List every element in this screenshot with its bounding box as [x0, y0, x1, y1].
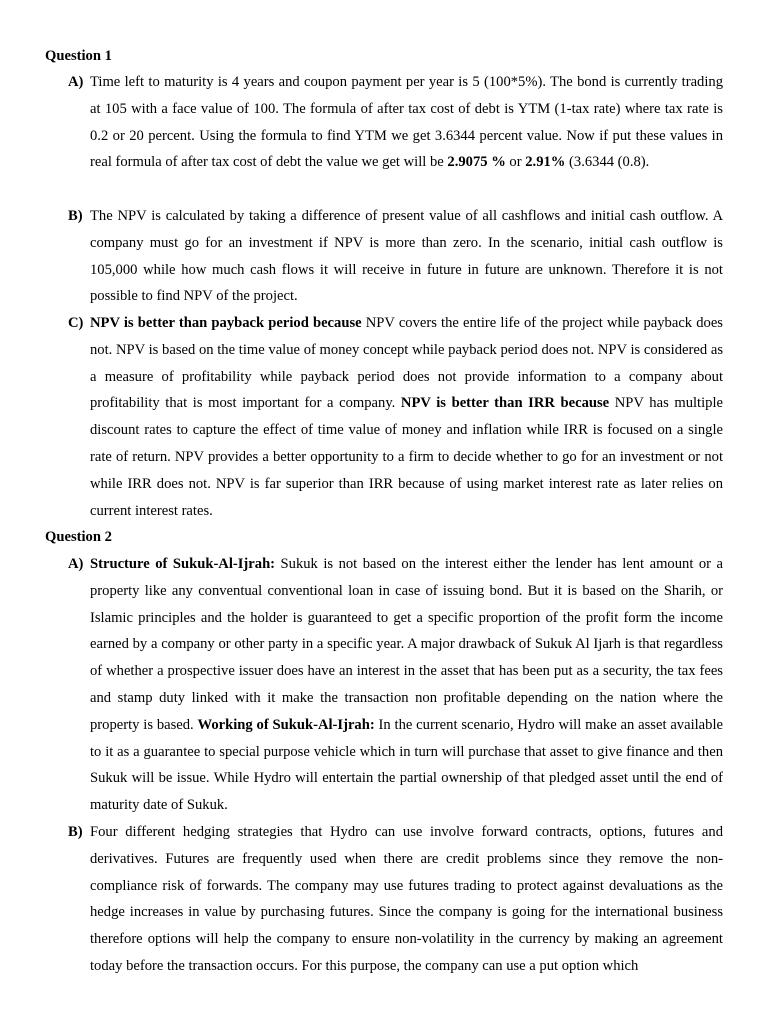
question-2-part-b [68, 819, 723, 980]
question-2-part-a [68, 551, 723, 819]
part-letter: C) [68, 315, 84, 331]
part-letter: B) [68, 208, 83, 224]
text-run: NPV has multiple discount rates to capture the effect of time value of money and inflation while IRR is focused on a single rate of return. NPV provides a better opportunity to a firm to decide whether to go for an investment or not while IRR does not. NPV is far superior than IRR because of using market interest rate as later relies on current interest rates. [90, 395, 723, 519]
bold-run: 2.9075 % [447, 154, 506, 171]
bold-run: 2.91% [525, 154, 566, 171]
part-letter: B) [68, 824, 83, 840]
text-run: Time left to maturity is 4 years and coupon payment per year is 5 (100*5%). The bond is currently trading at 105 with a face value of 100. The formula of after tax cost of debt is YTM (1-tax rate) where tax rate is 0.2 or 20 percent. Using the formula to find YTM we get 3.6344 percent value. Now if put these values in real formula of after tax cost of debt the value we get will be [90, 74, 723, 171]
part-letter: A) [68, 556, 84, 572]
bold-run: Working of Sukuk-Al-Ijrah: [197, 716, 375, 733]
part-text [90, 819, 723, 980]
text-run: The NPV is calculated by taking a difference of present value of all cashflows and initial cash outflow. A company must go for an investment if NPV is more than zero. In the scenario, initial cash outflow is 105,000 while how much cash flows it will receive in future in future are unknown. Therefore it is not possible to find NPV of the project. [90, 208, 723, 305]
part-text [90, 69, 723, 176]
text-run: Four different hedging strategies that Hydro can use involve forward contracts, options, futures and derivatives. Futures are frequently used when there are credit problems since they remove the non-compliance risk of forwards. The company may use futures trading to protect against devaluations as the hedge increases in value by purchasing futures. Since the company is going for the international business therefore options will help the company to ensure non-volatility in the currency by making an agreement today before the transaction occurs. For this purpose, the company can use a put option which [90, 824, 723, 974]
part-text [90, 551, 723, 819]
text-run: In the current scenario, Hydro will make an asset available to it as a guarantee to special purpose vehicle which in turn will purchase that asset to give finance and then Sukuk will be issue. While Hydro will entertain the partial ownership of that pledged asset until the end of maturity date of Sukuk. [90, 716, 723, 814]
part-text [90, 203, 723, 310]
part-text [90, 310, 723, 524]
part-letter: A) [68, 74, 84, 90]
question-1-heading: Question 1 [45, 48, 112, 64]
question-1-part-b [68, 203, 723, 310]
text-run: Sukuk is not based on the interest either the lender has lent amount or a property like any conventual conventional loan in case of issuing bond. But it is based on the Sharih, or Islamic principles and the holder is guaranteed to get a specific proportion of the profit form the income earned by a company or other party in a specific year. A major drawback of Sukuk Al Ijarh is that regardless of whether a prospective issuer does have an interest in the asset that has been put as a security, the tax fees and stamp duty linked with it make the transaction non profitable depending on the nation where the property is based. [90, 556, 723, 733]
question-1-part-a [68, 69, 723, 176]
bold-run: NPV is better than payback period because [90, 315, 362, 331]
bold-run: Structure of Sukuk-Al-Ijrah: [90, 556, 276, 572]
bold-run: NPV is better than IRR because [400, 395, 610, 412]
text-run: or [505, 154, 526, 171]
question-1-part-c [68, 310, 723, 524]
text-run: (3.6344 (0.8). [565, 154, 650, 171]
text-run: NPV covers the entire life of the project while payback does not. NPV is based on the time value of money concept while payback period does not. NPV is considered as a measure of profitability while payback period does not provide information to a company about profitability that is most important for a company. [90, 315, 723, 412]
question-2-heading: Question 2 [45, 529, 112, 545]
